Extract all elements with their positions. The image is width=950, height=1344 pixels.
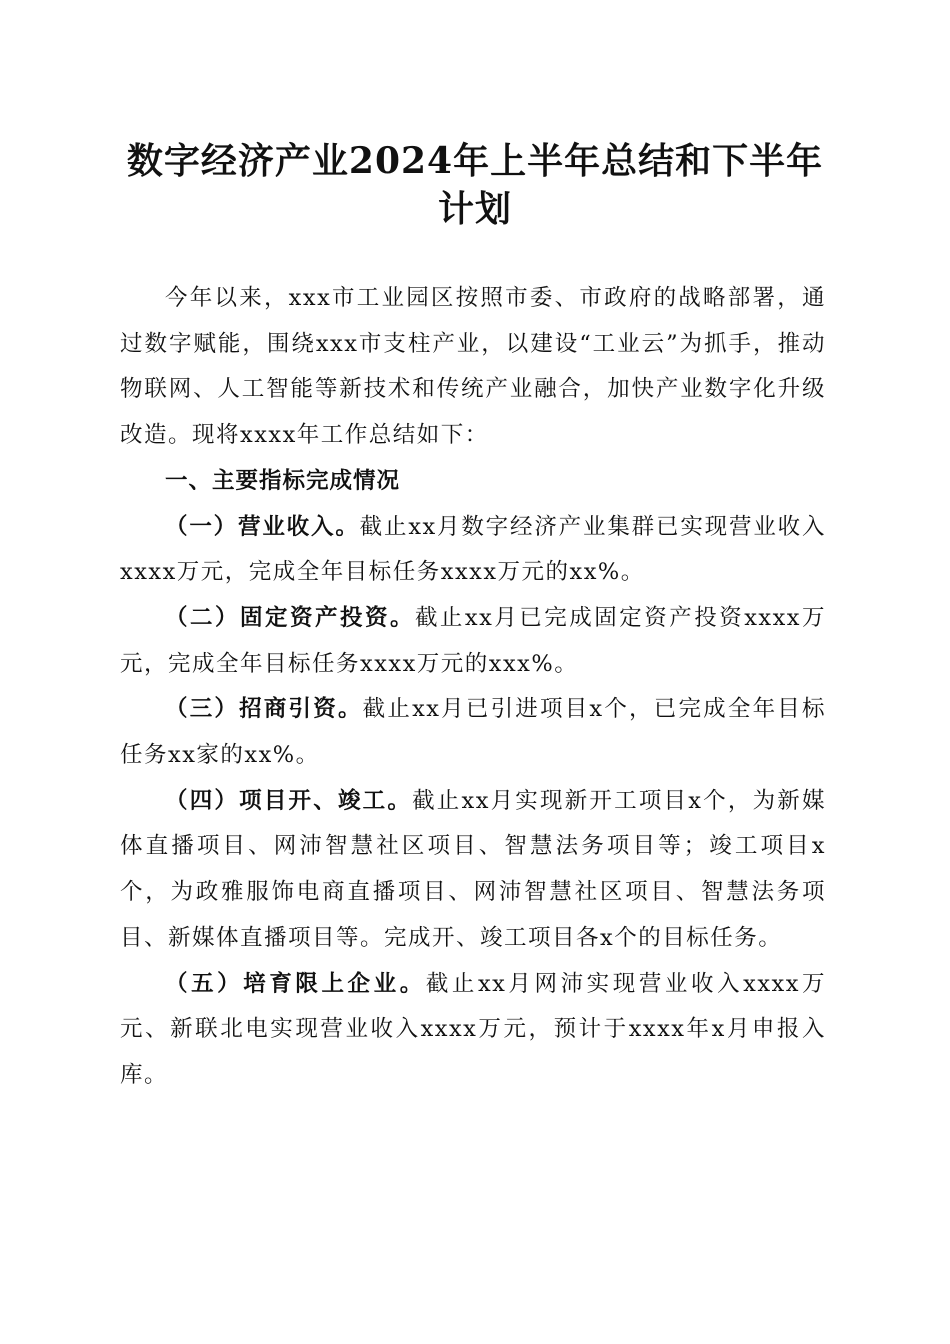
item-paragraph-investment-attraction [120,687,826,778]
intro-paragraph: 今年以来，xxx市工业园区按照市委、市政府的战略部署，通过数字赋能，围绕xxx市支柱产业，以建设“工业云”为抓手，推动物联网、人工智能等新技术和传统产业融合，加快产业数字化升级改造。现将xxxx年工作总结如下： [120,285,826,449]
item-lead: （三）招商引资。 [165,696,363,723]
item-text: 截止xx月数字经济产业集群已实现营业收入xxxx万元，完成全年目标任务xxxx万元的xx%。 [120,513,826,586]
item-text: 截止xx月已完成固定资产投资xxxx万元，完成全年目标任务xxxx万元的xxx%。 [120,604,826,677]
item-text: 截止xx月实现新开工项目x个，为新媒体直播项目、网沛智慧社区项目、智慧法务项目等；竣工项目x个，为政雅服饰电商直播项目、网沛智慧社区项目、智慧法务项目、新媒体直播项目等。完成开、竣工项目各x个的目标任务。 [120,787,826,951]
document-title: 数字经济产业2024年上半年总结和下半年计划 [126,140,824,230]
document-body [120,276,826,1099]
item-paragraph-fixed-asset-investment [120,596,826,687]
item-lead: （五）培育限上企业。 [165,970,426,997]
section-heading: 一、主要指标完成情况 [165,467,401,494]
item-lead: （一）营业收入。 [165,513,360,540]
item-lead: （二）固定资产投资。 [165,604,415,631]
item-text: 截止xx月已引进项目x个，已完成全年目标任务xx家的xx%。 [120,696,826,769]
item-text: 截止xx月网沛实现营业收入xxxx万元、新联北电实现营业收入xxxx万元，预计于xxxx年x月申报入库。 [120,970,826,1088]
item-paragraph-project-start-completion [120,779,826,962]
item-paragraph-enterprise-cultivation [120,962,826,1099]
item-lead: （四）项目开、竣工。 [165,787,413,814]
item-paragraph-revenue [120,505,826,596]
